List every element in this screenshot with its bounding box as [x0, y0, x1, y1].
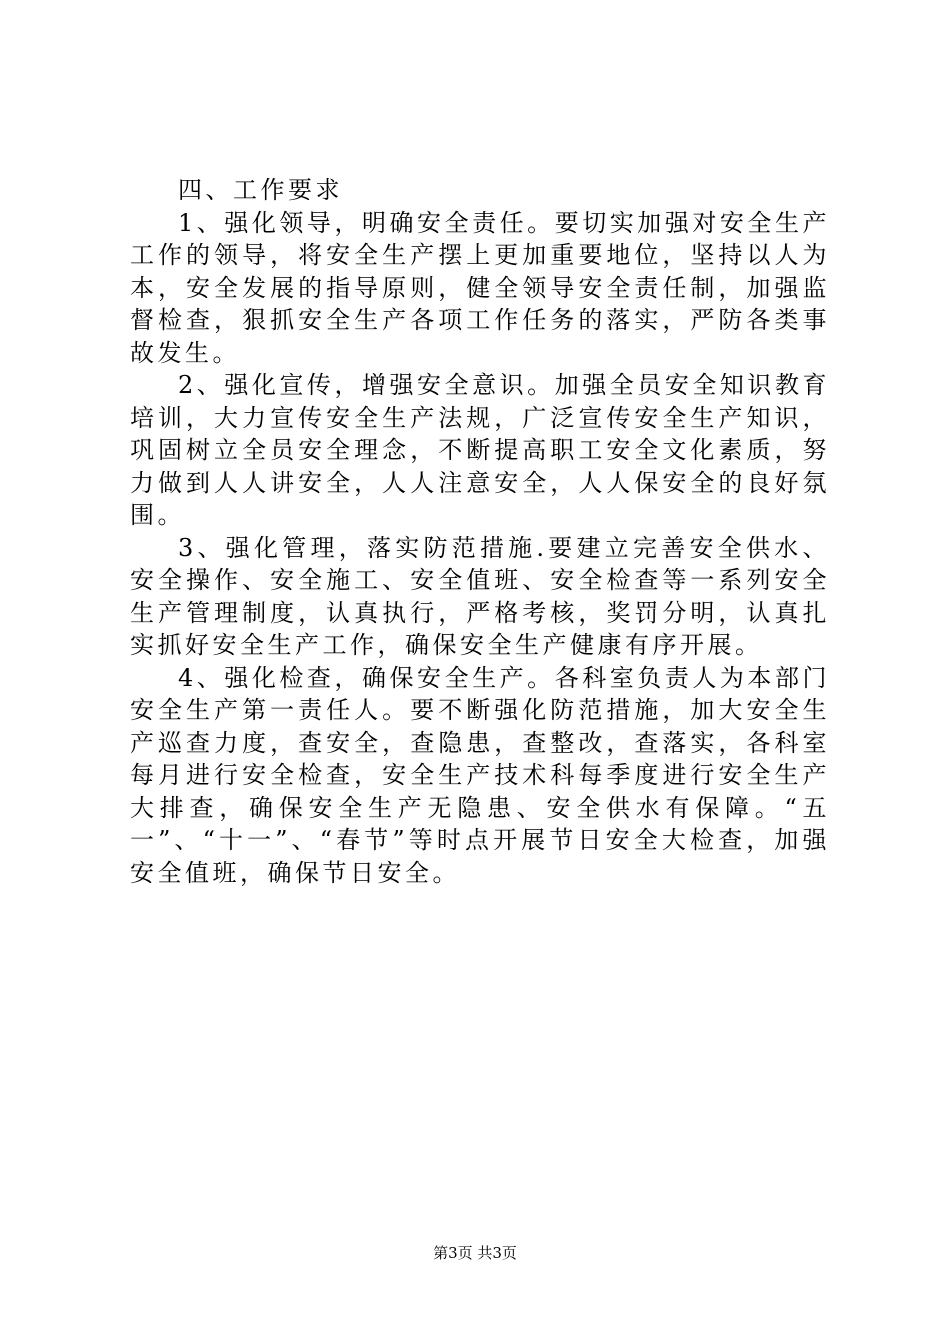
paragraph-leadership: 1、强化领导，明确安全责任。要切实加强对安全生产工作的领导，将安全生产摆上更加重要地位，坚持以人为本，安全发展的指导原则，健全领导安全责任制，加强监督检查，狠抓安全生产各项工作任务的落实，严防各类事故发生。: [130, 208, 830, 367]
paragraph-publicity: 2、强化宣传，增强安全意识。加强全员安全知识教育培训，大力宣传安全生产法规，广泛宣传安全生产知识，巩固树立全员安全理念，不断提高职工安全文化素质，努力做到人人讲安全，人人注意安全，人人保安全的良好氛围。: [130, 371, 830, 529]
document-body: [130, 174, 830, 889]
paragraph-management: 3、强化管理，落实防范措施.要建立完善安全供水、安全操作、安全施工、安全值班、安全检查等一系列安全生产管理制度，认真执行，严格考核，奖罚分明，认真扎实抓好安全生产工作，确保安全生产健康有序开展。: [130, 533, 830, 659]
section-heading: 四、工作要求: [178, 176, 343, 204]
paragraph-inspection: 4、强化检查，确保安全生产。各科室负责人为本部门安全生产第一责任人。要不断强化防范措施，加大安全生产巡查力度，查安全，查隐患，查整改，查落实，各科室每月进行安全检查，安全生产技术科每季度进行安全生产大排查，确保安全生产无隐患、安全供水有保障。“五一”、“十一”、“春节”等时点开展节日安全大检查，加强安全值班，确保节日安全。: [130, 663, 830, 887]
page-number-footer: 第3页 共3页: [433, 1244, 517, 1262]
